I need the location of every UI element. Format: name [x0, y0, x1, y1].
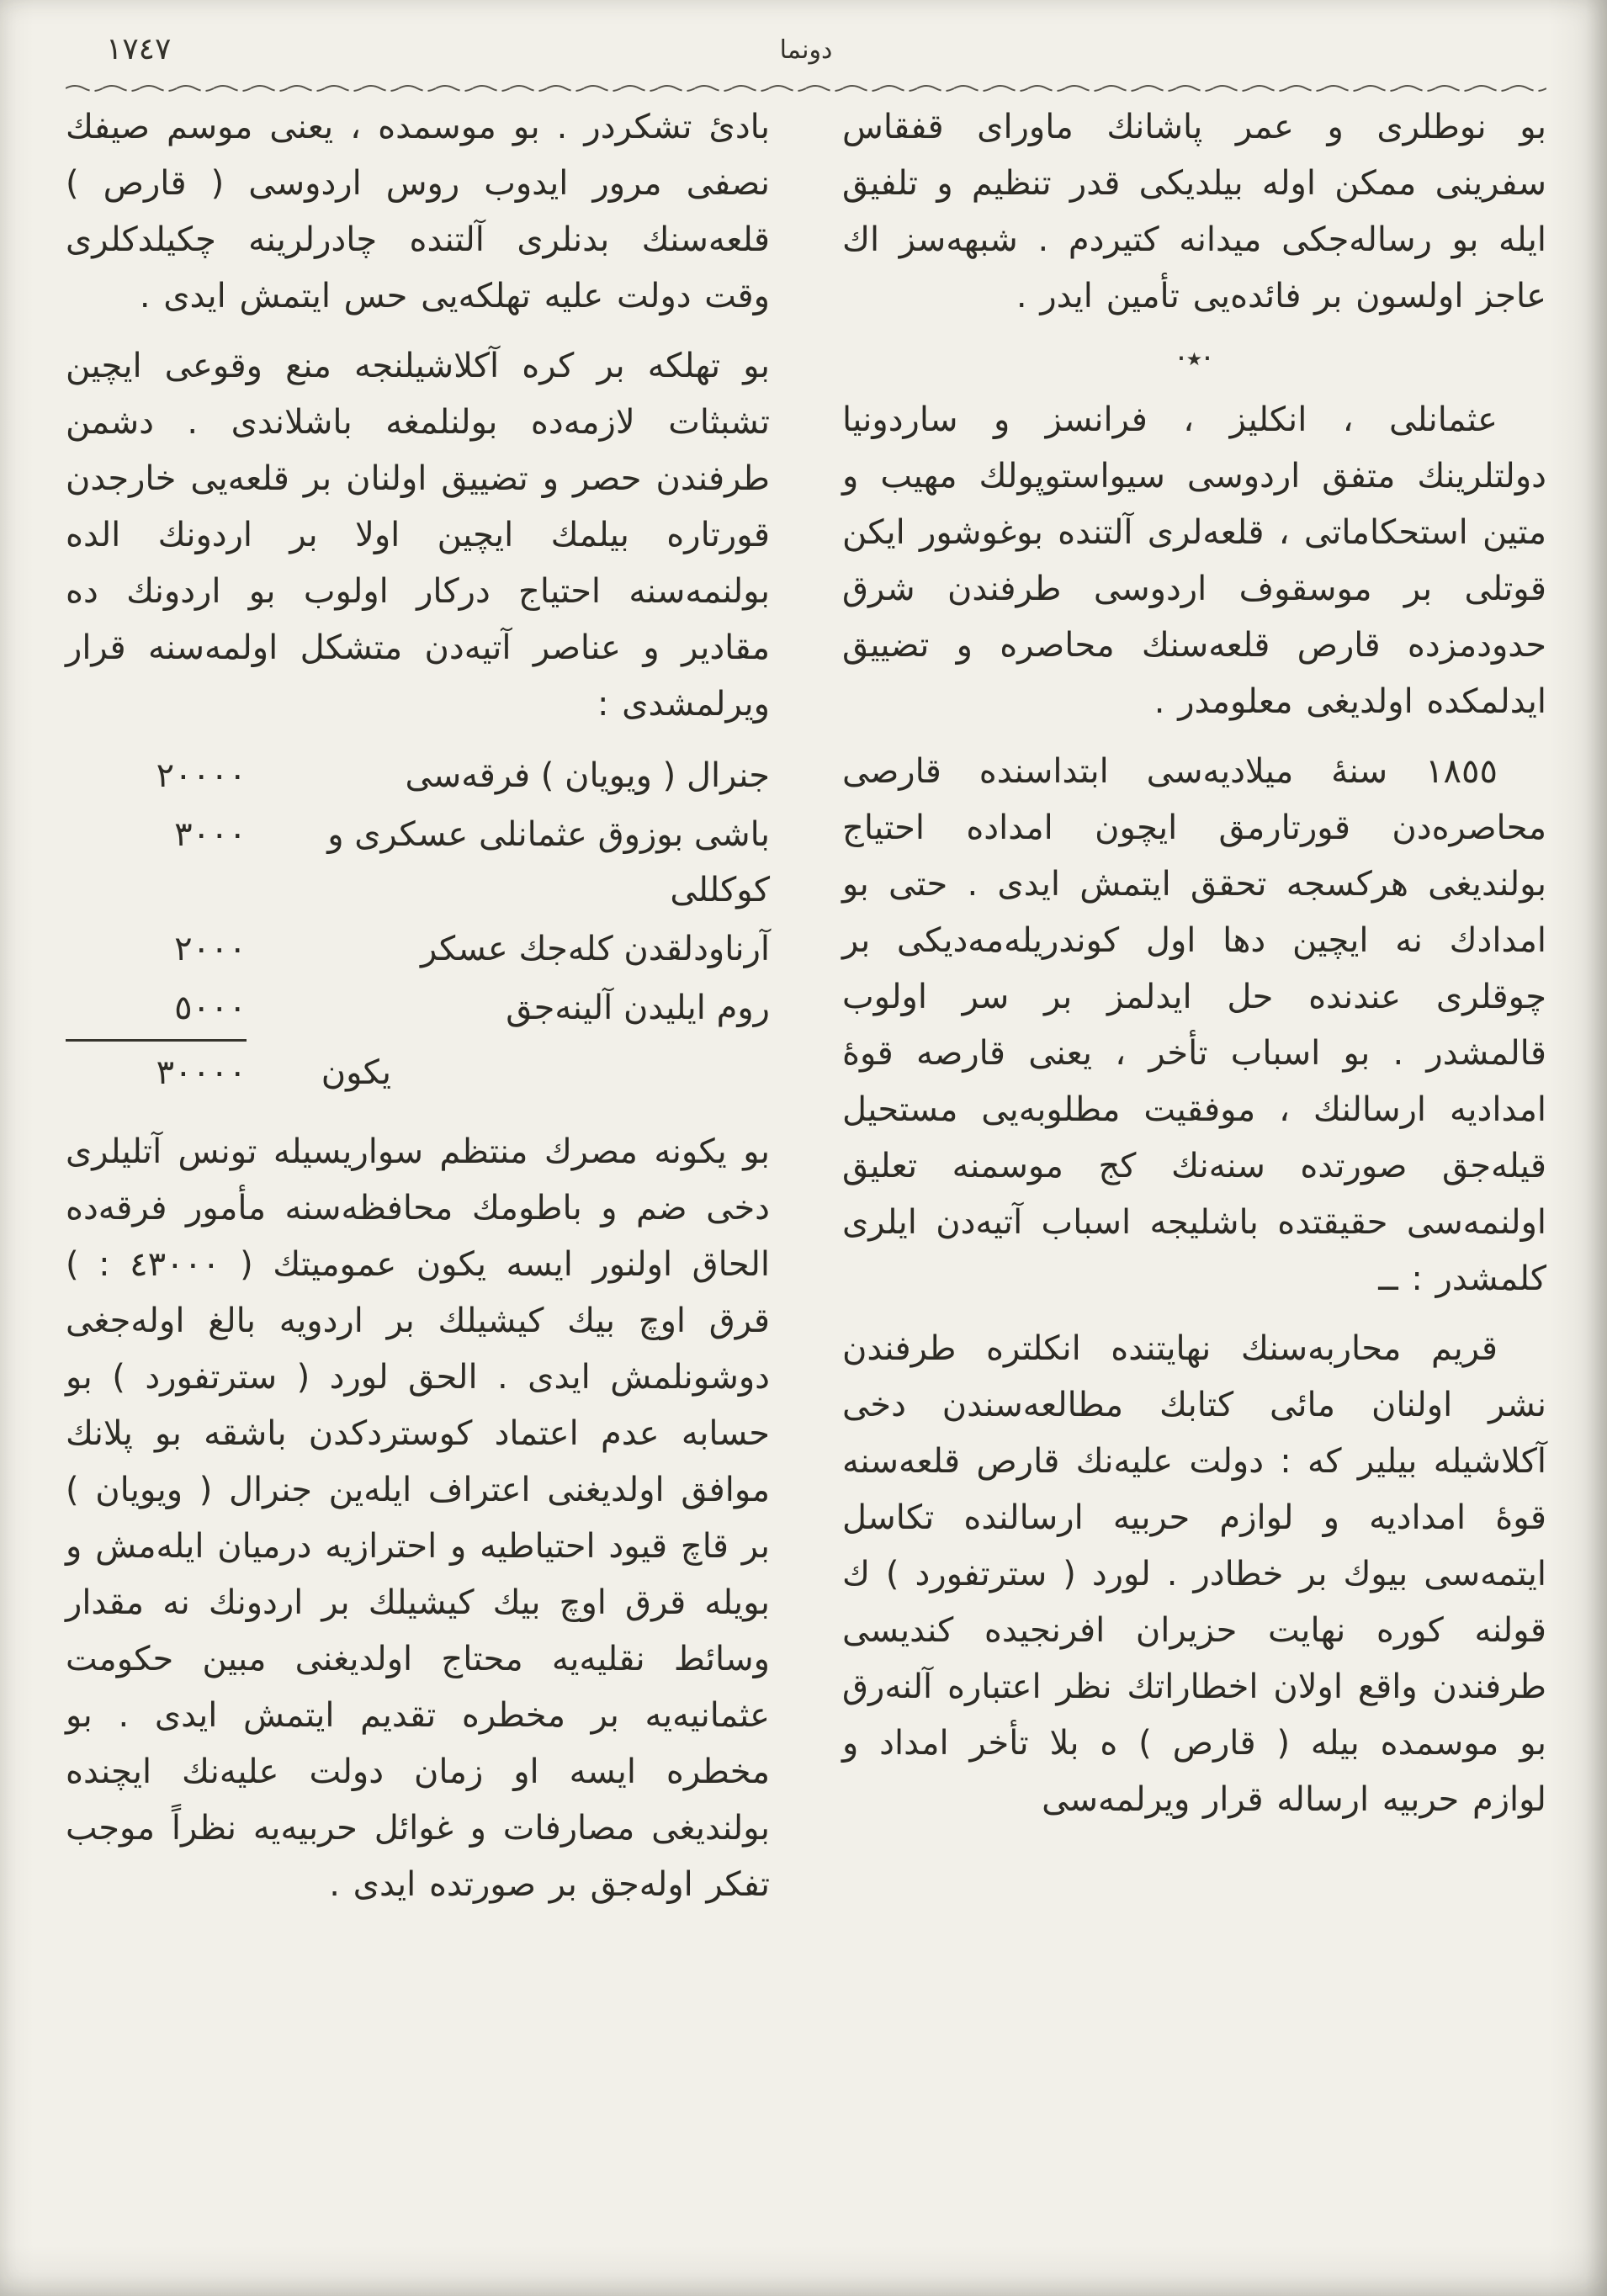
- table-row: [66, 805, 770, 920]
- wavy-rule-icon: [66, 83, 1546, 93]
- header-rule-ornament: [66, 81, 1546, 91]
- total-label: يكون: [321, 1053, 391, 1092]
- table-row: [66, 920, 770, 978]
- paragraph: بو نوطلرى و عمر پاشانك ماوراى قفقاس سفرينى ممكن اوله بيلديكى قدر تنظيم و تلفيق ايله بو رساله‌جكى ميدانه كتيردم . شبهه‌سز اك عاجز اولسون بر فائده‌يى تأمين ايدر .: [842, 108, 1546, 316]
- column-right: [842, 99, 1546, 1927]
- row-value: ٢٠٠٠٠: [156, 756, 247, 795]
- table-row: [66, 978, 770, 1043]
- row-value: ٢٠٠٠: [174, 930, 247, 968]
- journal-title: دونما: [779, 35, 833, 65]
- paragraph: بو يكونه مصرك منتظم سواريسيله تونس آتليلرى دخى ضم و باطومك محافظه‌سنه مأمور فرقه‌ده الحاق اولنور ايسه يكون عموميتك ( ٤٣٠٠٠ : ) قرق اوچ بيك كيشيلك بر اردويه بالغ اوله‌جغى دوشونلمش ايدى . الحق لورد ( سترتفورد ) بو حسابه عدم اعتماد كوستردكدن باشقه بو پلانك موافق اولديغنى اعتراف ايله‌ين جنرال ( ويويان ) بر قاچ قيود احتياطيه و احترازيه درميان ايله‌مش و بويله قرق اوچ بيك كيشيلك بر اردونك نه مقدار وسائط نقليه‌يه محتاج اولديغنى مبين حكومت عثمانيه‌يه بر مخطره تقديم ايتمش ايدى . بو مخطره ايسه او زمان دولت عليه‌نك ايچنده بولنديغى مصارفات و غوائل حربيه‌يه نظراً موجب تفكر اوله‌جق بر صورتده ايدى .: [66, 1132, 770, 1904]
- two-column-layout: [66, 99, 1546, 1927]
- table-total-row: [66, 1043, 770, 1102]
- table-row: [66, 746, 770, 805]
- row-value: ٣٠٠٠: [174, 815, 247, 854]
- section-separator-ornament: ·٭·: [1176, 342, 1212, 376]
- paragraph: بو تهلكه بر كره آكلاشيلنجه منع وقوعى ايچين تشبثات لازمه‌ده بولنلمغه باشلاندى . دشمن طرفندن حصر و تضييق اولنان بر قلعه‌يى خارجدن قورتاره بيلمك ايچين اولا بر اردونك الده بولنمه‌سنه احتياج دركار اولوب بو اردونك ده مقادير و عناصر آتيه‌دن متشكل اولمه‌سنه قرار ويرلمشدى :: [66, 347, 770, 724]
- paragraph: بادئ تشكردر . بو موسمده ، يعنى موسم صيفك نصفى مرور ايدوب روس اردوسى ( قارص ) قلعه‌سنك بدنلرى آلتنده چادرلرينه چكيلدكلرى وقت دولت عليه تهلكه‌يى حس ايتمش ايدى .: [66, 108, 770, 316]
- total-value: ٣٠٠٠٠: [156, 1053, 247, 1092]
- column-left: [66, 99, 770, 1927]
- paragraph: عثمانلى ، انكليز ، فرانسز و ساردونيا دولتلرينك متفق اردوسى سيواستوپولك مهيب و متين استحكاماتى ، قلعه‌لرى آلتنده بوغوشور ايكن قوتلى بر موسقوف اردوسى طرفندن شرق حدودمزده قارص قلعه‌سنك محاصره و تضييق ايدلمكده اولديغى معلومدر .: [842, 400, 1546, 721]
- troop-strength-table: [66, 746, 770, 1102]
- paragraph: ١٨٥٥ سنهٔ ميلاديه‌سى ابتداسنده قارصى محاصره‌دن قورتارمق ايچون امداده احتياج بولنديغى هركسجه تحقق ايتمش ايدى . حتى بو امدادك نه ايچين دها اول كوندريله‌مه‌ديكى بر چوقلرى عندنده حل ايدلمز بر سر اولوب قالمشدر . بو اسباب تأخر ، يعنى قارصه قوهٔ امداديه ارسالنك ، موفقيت مطلوبه‌يى مستحيل قيله‌جق صورتده سنه‌نك كج موسمنه تعليق اولنمه‌سى حقيقتده باشليجه اسباب آتيه‌دن ايلرى كلمشدر : ــ: [842, 752, 1546, 1298]
- row-label: روم ايليدن آلينه‌جق: [506, 989, 770, 1027]
- row-label: آرناودلقدن كله‌جك عسكر: [421, 930, 770, 968]
- page-header: [66, 29, 1546, 77]
- row-label: جنرال ( ويويان ) فرقه‌سى: [405, 756, 770, 795]
- page-number: ١٧٤٧: [106, 32, 172, 66]
- paragraph: قريم محاربه‌سنك نهايتنده انكلتره طرفندن نشر اولنان مائى كتابك مطالعه‌سندن دخى آكلاشيله بيلير كه : دولت عليه‌نك قارص قلعه‌سنه قوهٔ امداديه و لوازم حربيه ارسالنده تكاسل ايتمه‌سى بيوك بر خطادر . لورد ( سترتفورد ) ك قولنه كوره نهايت حزيران افرنجيده كنديسى طرفندن واقع اولان اخطاراتك نظر اعتباره آلنه‌رق بو موسمده بيله ( قارص ) ه بلا تأخر امداد و لوازم حربيه ارساله قرار ويرلمه‌سى: [842, 1329, 1546, 1819]
- row-label: باشى بوزوق عثمانلى عسكرى و كوكللى: [327, 815, 770, 909]
- row-value: ٥٠٠٠: [66, 980, 247, 1042]
